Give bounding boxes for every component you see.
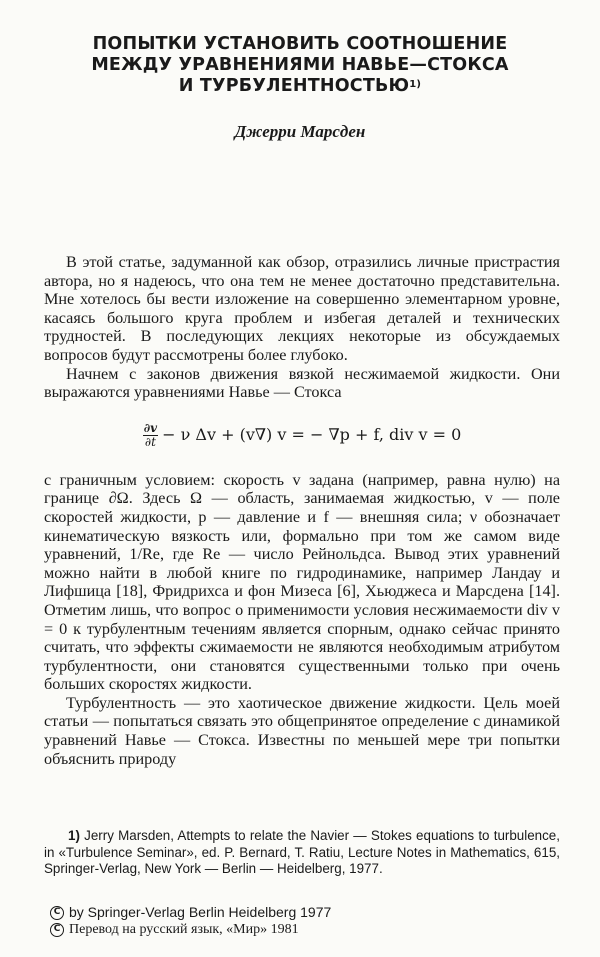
fraction-denominator: ∂t xyxy=(144,434,156,449)
copyright-original-text: by Springer-Verlag Berlin Heidelberg 1977 xyxy=(69,904,332,920)
copyright-translation-text: Перевод на русский язык, «Мир» 1981 xyxy=(69,922,299,937)
paragraph-boundary-condition: с граничным условием: скорость v задана (например, равна нулю) на границе ∂Ω. Здесь Ω — область, занимаемая жидкостью, v — поле скоростей жидкости, p — давление и f — внешняя сила; ν обозначает кинематическую вязкость или, формально при том же самом виде уравнений, 1/Re, где Re — число Рейнольдса. Вывод этих уравнений можно найти в любой книге по гидродинамике, например Ландау и Лифшица [18], Фридрихса и фон Мизеса [6], Хьюджеса и Марсдена [14]. Отметим лишь, что вопрос о применимости условия несжимаемости div v = 0 к турбулентным течениям является спорным, однако сейчас принято считать, что эффекты сжимаемости не являются необходимым атрибутом турбулентности, они становятся существенными только при очень больших скоростях жидкости. xyxy=(44,470,560,694)
article-body xyxy=(44,253,560,768)
footnote-text: Jerry Marsden, Attempts to relate the Navier — Stokes equations to turbulence, in «Turbulence Seminar», ed. P. Bernard, T. Ratiu, Lecture Notes in Mathematics, 615, Springer-Verlag, New York — Berlin — Heidelberg, 1977. xyxy=(44,828,560,876)
copyright-block xyxy=(50,904,560,938)
copyright-icon: C xyxy=(50,923,64,937)
title-line-3 xyxy=(40,76,560,97)
copyright-line-translation xyxy=(50,921,560,938)
title-footnote-mark: 1) xyxy=(409,79,422,90)
title-line-2: МЕЖДУ УРАВНЕНИЯМИ НАВЬЕ—СТОКСА xyxy=(91,55,509,75)
time-derivative-fraction xyxy=(143,422,158,449)
paragraph-turbulence: Турбулентность — это хаотическое движение жидкости. Цель моей статьи — попытаться связать это общепринятое определение с динамикой уравнений Навье — Стокса. Известны по меньшей мере три попытки объяснить природу xyxy=(44,693,560,768)
equation-rest: − ν Δv + (v∇) v = − ∇p + f, div v = 0 xyxy=(162,424,462,444)
author-name: Джерри Марсден xyxy=(234,122,366,141)
title-line-1: ПОПЫТКИ УСТАНОВИТЬ СООТНОШЕНИЕ xyxy=(92,34,508,54)
footnote xyxy=(44,828,560,878)
footnote-mark: 1) xyxy=(68,828,80,843)
copyright-icon: C xyxy=(50,906,64,920)
fraction-numerator: ∂v xyxy=(143,420,158,435)
title-line-3-text: И ТУРБУЛЕНТНОСТЬЮ xyxy=(178,76,410,96)
navier-stokes-equation xyxy=(44,422,560,449)
copyright-line-original xyxy=(50,904,560,921)
paragraph-equations-intro: Начнем с законов движения вязкой несжимаемой жидкости. Они выражаются уравнениями Навье — Стокса xyxy=(44,364,560,402)
paragraph-intro: В этой статье, задуманной как обзор, отразились личные пристрастия автора, но я надеюсь, что она тем не менее достаточно представительна. Мне хотелось бы вести изложение на совершенно элементарном уровне, касаясь большого круга проблем и избегая деталей и технических трудностей. В последующих лекциях некоторые из обсуждаемых вопросов будут рассмотрены более глубоко. xyxy=(44,253,560,364)
article-title xyxy=(40,34,560,97)
